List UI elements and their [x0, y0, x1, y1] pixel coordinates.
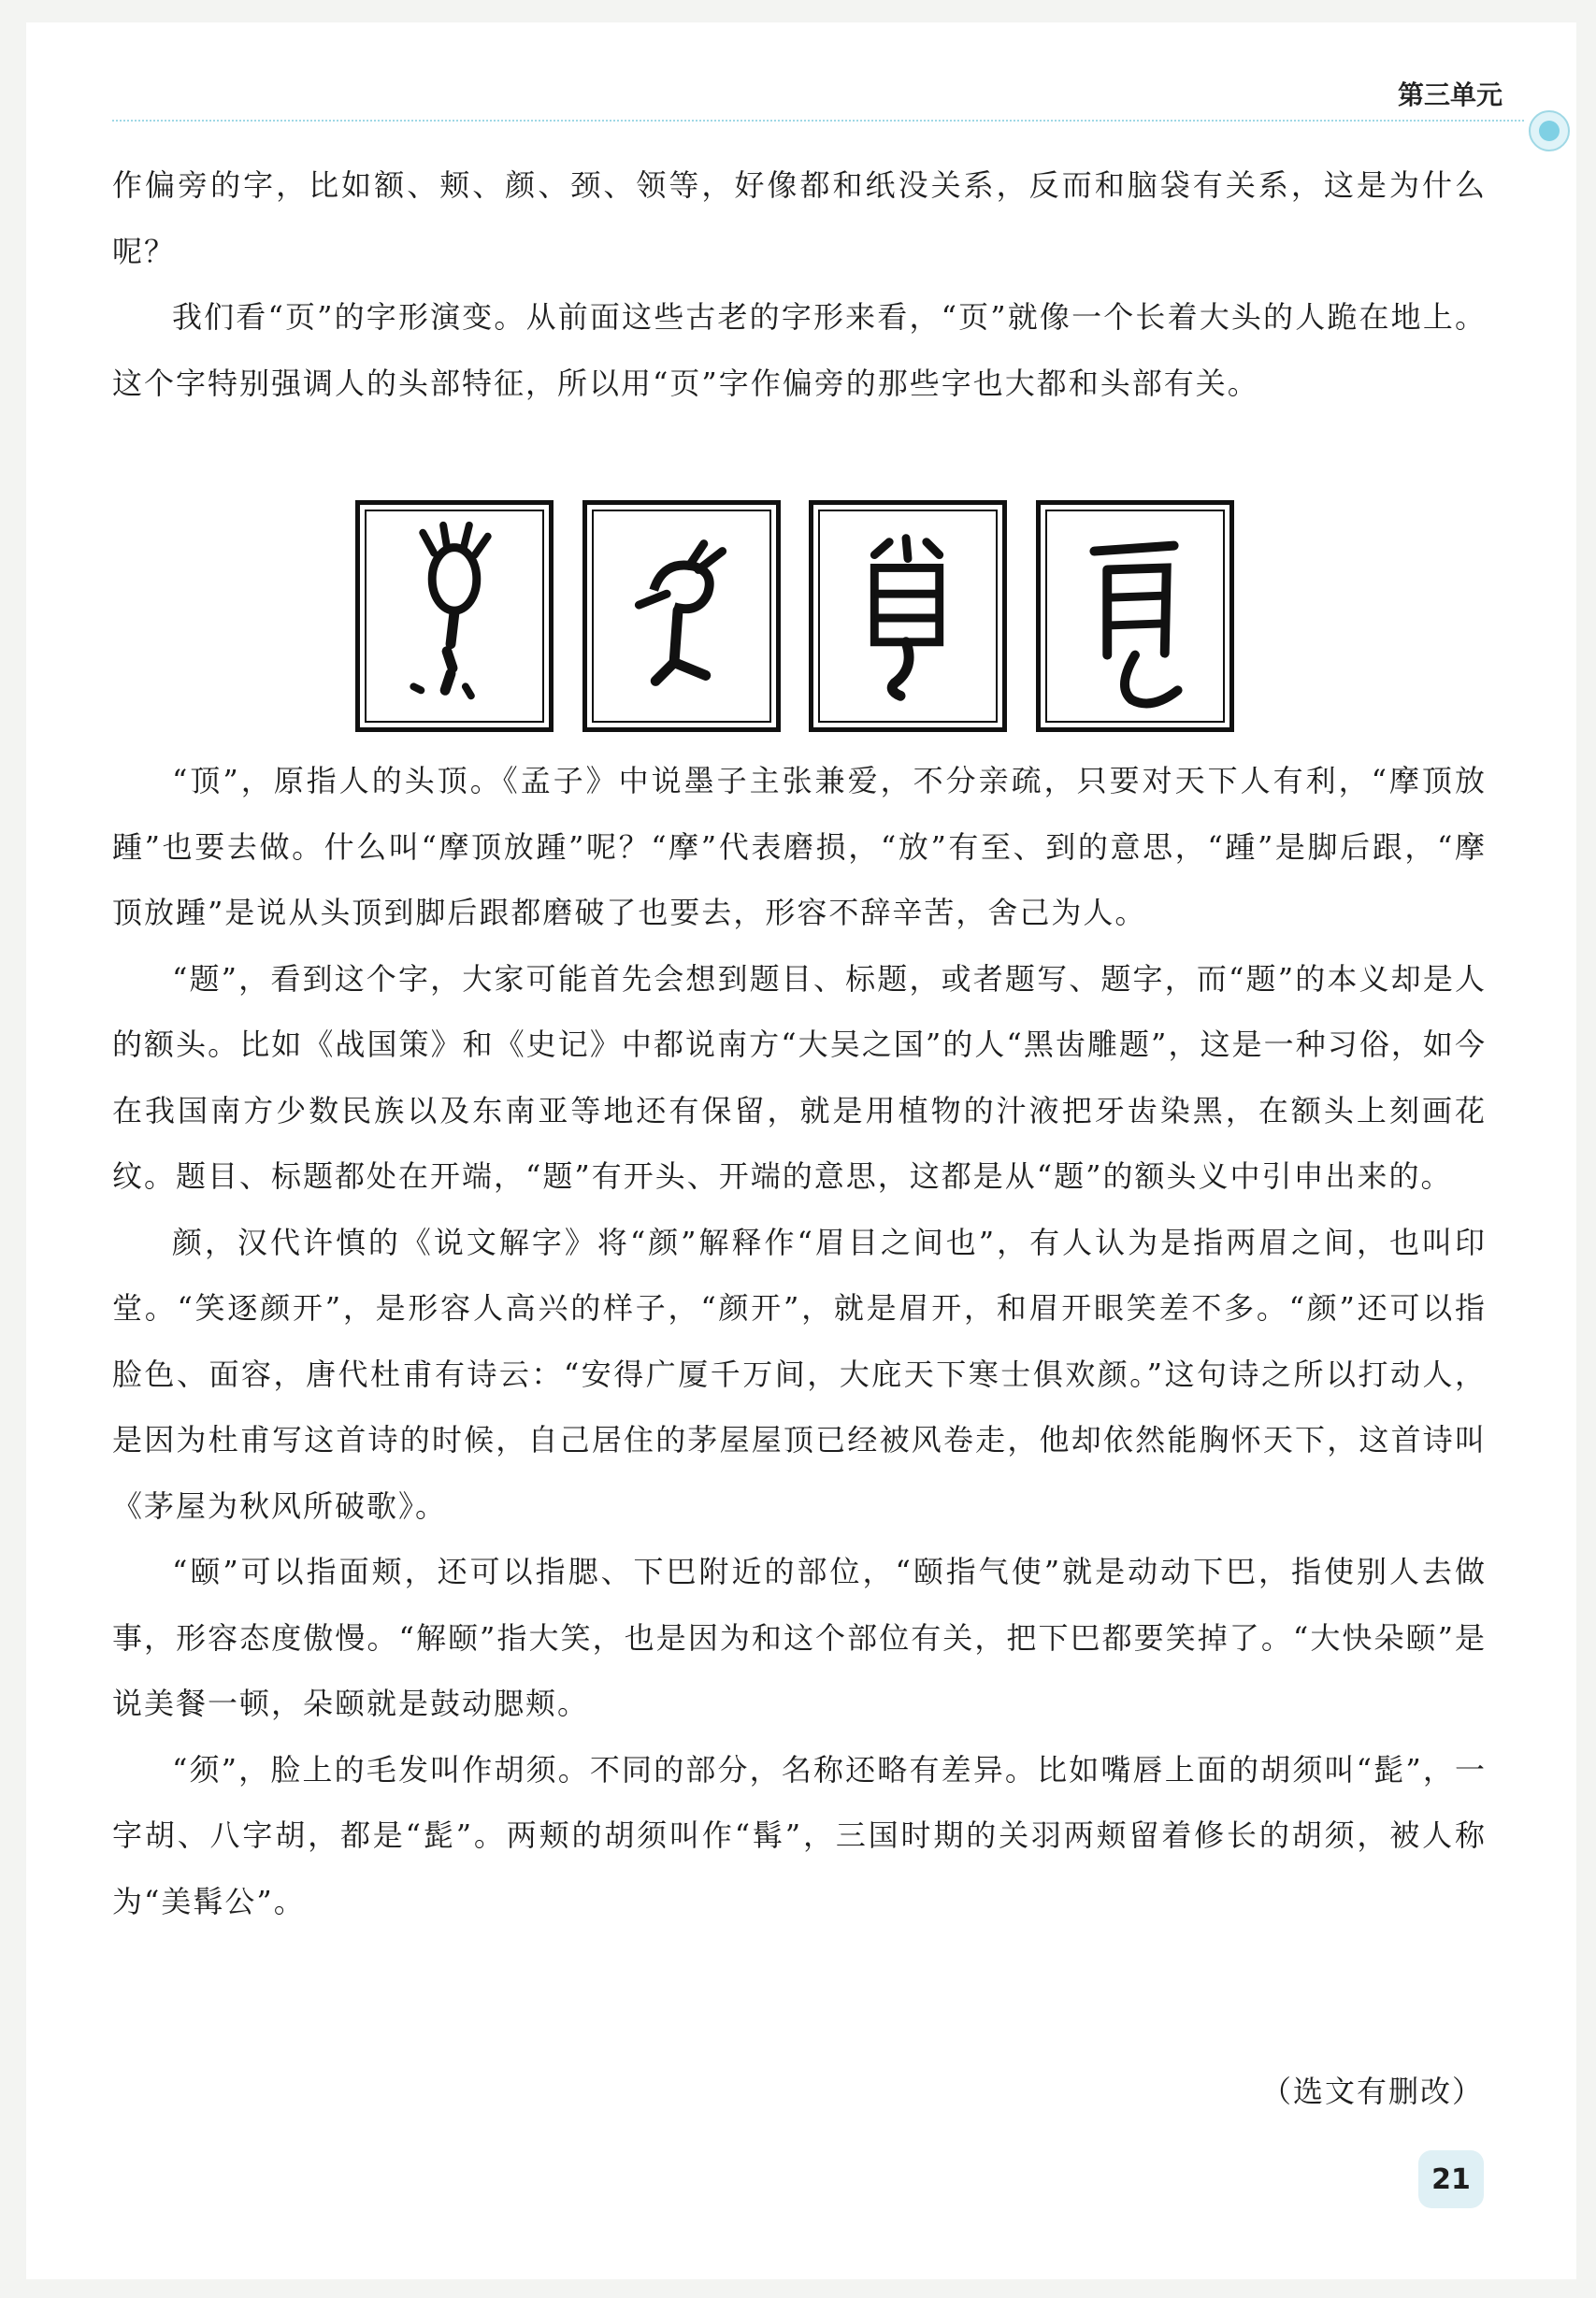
- paragraph: 我们看“页”的字形演变。从前面这些古老的字形来看，“页”就像一个长着大头的人跪在地上。这个字特别强调人的头部特征，所以用“页”字作偏旁的那些字也大都和头部有关。: [112, 299, 1487, 401]
- paragraph: “顶”，原指人的头顶。《孟子》中说墨子主张兼爱，不分亲疏，只要对天下人有利，“摩顶放踵”也要去做。什么叫“摩顶放踵”呢？“摩”代表磨损，“放”有至、到的意思，“踵”是脚后跟，“摩顶放踵”是说从头顶到脚后跟都磨破了也要去，形容不辞辛苦，舍己为人。: [112, 763, 1487, 930]
- paragraph: 作偏旁的字，比如额、颊、颜、颈、领等，好像都和纸没关系，反而和脑袋有关系，这是为什么呢？: [112, 167, 1487, 269]
- header-circle-ornament: [1529, 110, 1570, 151]
- paragraph: 颜，汉代许慎的《说文解字》将“颜”解释作“眉目之间也”，有人认为是指两眉之间，也叫印堂。“笑逐颜开”，是形容人高兴的样子，“颜开”，就是眉开，和眉开眼笑差不多。“颜”还可以指脸色、面容，唐代杜甫有诗云：“安得广厦千万间，大庇天下寒士俱欢颜。”这句诗之所以打动人，是因为杜甫写这首诗的时候，自己居住的茅屋屋顶已经被风卷走，他却依然能胸怀天下，这首诗叫《茅屋为秋风所破歌》。: [112, 1224, 1487, 1524]
- ancient-ye-glyph-2-icon: [587, 505, 776, 727]
- ancient-ye-glyph-3-icon: [813, 505, 1002, 727]
- ancient-ye-glyph-4-image: [1036, 500, 1234, 732]
- unit-label: 第三单元: [1397, 79, 1503, 110]
- text-block-top: [112, 152, 1487, 416]
- paragraph: “须”，脸上的毛发叫作胡须。不同的部分，名称还略有差异。比如嘴唇上面的胡须叫“髭”，一字胡、八字胡，都是“髭”。两颊的胡须叫作“髯”，三国时期的关羽两颊留着修长的胡须，被人称为“美髯公”。: [112, 1751, 1487, 1919]
- ancient-ye-glyph-4-icon: [1041, 505, 1229, 727]
- ancient-glyph-figure: [355, 500, 1234, 734]
- page-number: 21: [1418, 2150, 1484, 2208]
- ancient-ye-glyph-1-image: [355, 500, 554, 732]
- paragraph: “颐”可以指面颊，还可以指腮、下巴附近的部位，“颐指气使”就是动动下巴，指使别人去做事，形容态度傲慢。“解颐”指大笑，也是因为和这个部位有关，把下巴都要笑掉了。“大快朵颐”是说美餐一顿，朵颐就是鼓动腮颊。: [112, 1554, 1487, 1721]
- text-block-bottom: [112, 748, 1487, 1934]
- paragraph: “题”，看到这个字，大家可能首先会想到题目、标题，或者题写、题字，而“题”的本义却是人的额头。比如《战国策》和《史记》中都说南方“大吴之国”的人“黑齿雕题”，这是一种习俗，如今在我国南方少数民族以及东南亚等地还有保留，就是用植物的汁液把牙齿染黑，在额头上刻画花纹。题目、标题都处在开端，“题”有开头、开端的意思，这都是从“题”的额头义中引申出来的。: [112, 960, 1487, 1194]
- ancient-ye-glyph-3-image: [809, 500, 1007, 732]
- ancient-ye-glyph-2-image: [582, 500, 781, 732]
- source-note: （选文有删改）: [1260, 2074, 1484, 2109]
- ancient-ye-glyph-1-icon: [360, 505, 549, 727]
- header-divider: [112, 120, 1524, 122]
